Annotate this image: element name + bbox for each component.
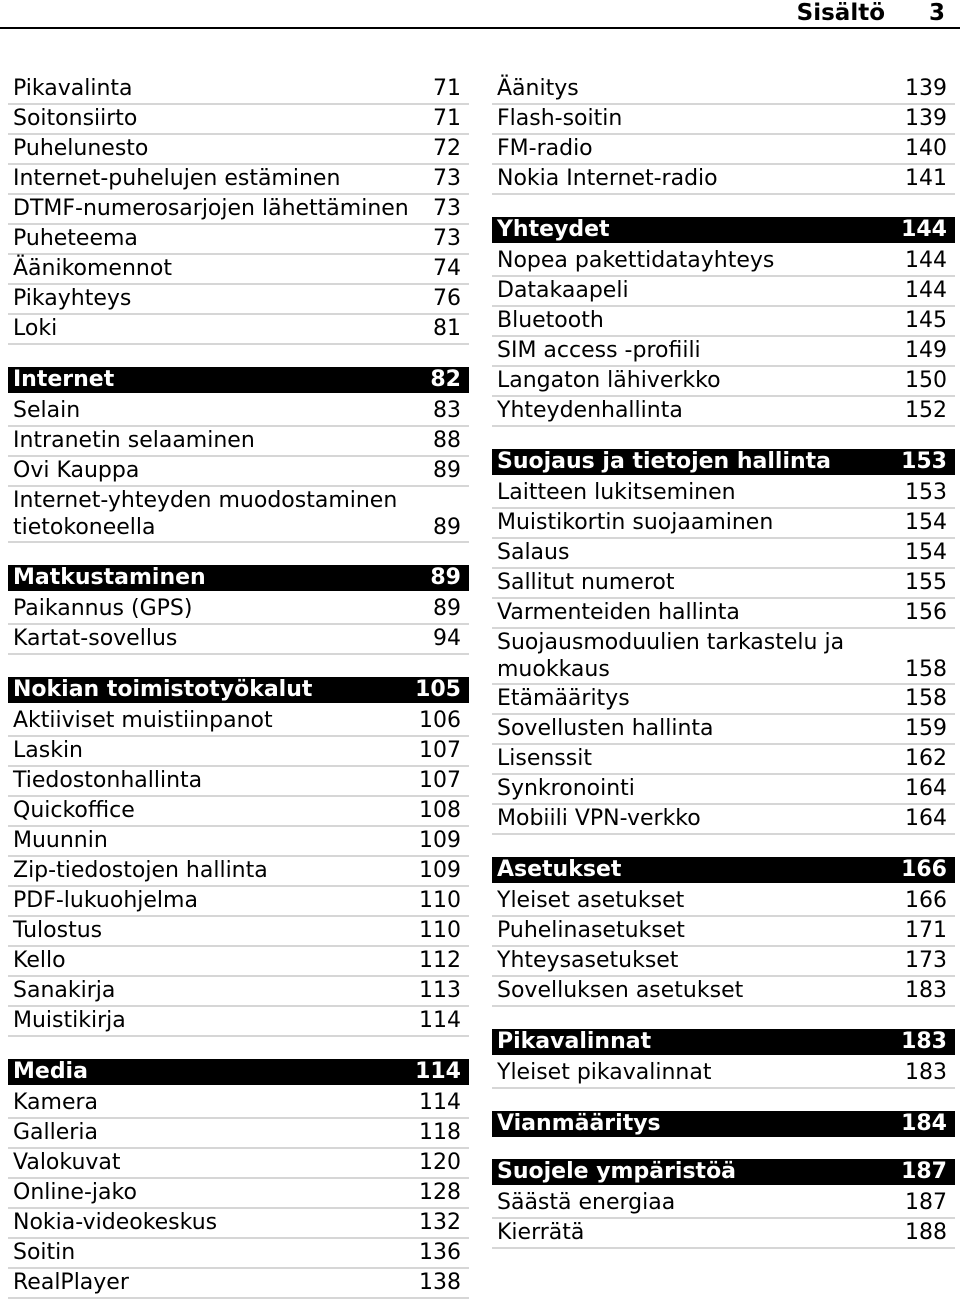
entry-title: Puhelunesto: [13, 136, 149, 161]
page-number: 114: [419, 1090, 461, 1115]
entry-title: Online-jako: [13, 1180, 137, 1205]
entry-title: Soitonsiirto: [13, 106, 138, 131]
entry-title: Internet-puhelujen estäminen: [13, 166, 341, 191]
entry-title: Puheteema: [13, 226, 138, 251]
toc-entry[interactable]: [492, 947, 955, 977]
entry-title: Äänitys: [497, 76, 579, 101]
entry-title: Soitin: [13, 1240, 76, 1265]
page-number: 94: [433, 626, 461, 651]
toc-entry[interactable]: [492, 775, 955, 805]
page-number: 132: [419, 1210, 461, 1235]
page-number: 76: [433, 286, 461, 311]
page-number: 144: [905, 248, 947, 273]
entry-title: Quickoffice: [13, 798, 135, 823]
toc-section-heading[interactable]: [492, 857, 955, 883]
toc-entry[interactable]: [492, 75, 955, 105]
page-number: 149: [905, 338, 947, 363]
toc-entry[interactable]: [8, 625, 469, 655]
section-title: Internet: [13, 367, 115, 392]
entry-title: Internet-yhteyden muodostaminen tietokoneella: [13, 488, 398, 540]
toc-section-heading[interactable]: [8, 565, 469, 591]
page-number: 107: [419, 768, 461, 793]
page-number: 128: [419, 1180, 461, 1205]
entry-title: Muistikirja: [13, 1008, 126, 1033]
entry-title: Datakaapeli: [497, 278, 629, 303]
page-number: 82: [430, 367, 461, 392]
page-number: 107: [419, 738, 461, 763]
toc-entry[interactable]: [492, 887, 955, 917]
entry-title: Varmenteiden hallinta: [497, 600, 740, 625]
page-number: 120: [419, 1150, 461, 1175]
page-number: 164: [905, 806, 947, 831]
toc-entry[interactable]: [492, 917, 955, 947]
entry-title: Kamera: [13, 1090, 99, 1115]
toc-entry[interactable]: [492, 599, 955, 629]
page-number: 153: [905, 480, 947, 505]
page-number: 187: [905, 1190, 947, 1215]
page-number: 144: [901, 217, 947, 242]
entry-title: Paikannus (GPS): [13, 596, 193, 621]
toc-section-heading[interactable]: [8, 367, 469, 393]
entry-title: Sanakirja: [13, 978, 116, 1003]
entry-title: Galleria: [13, 1120, 98, 1145]
toc-entry[interactable]: [8, 917, 469, 947]
entry-title: Yhteysasetukset: [497, 948, 679, 973]
page-number: 114: [419, 1008, 461, 1033]
page-number: 171: [905, 918, 947, 943]
toc-entry[interactable]: [8, 397, 469, 427]
toc-section-heading[interactable]: [8, 1059, 469, 1085]
toc-entry[interactable]: [8, 857, 469, 887]
entry-title: DTMF-numerosarjojen lähettäminen: [13, 196, 409, 221]
toc-entry[interactable]: [8, 1149, 469, 1179]
page-number: 73: [433, 166, 461, 191]
entry-title: Mobiili VPN-verkko: [497, 806, 701, 831]
toc-section-heading[interactable]: [492, 1159, 955, 1185]
toc-section-heading[interactable]: [8, 677, 469, 703]
entry-title: Bluetooth: [497, 308, 604, 333]
toc-entry[interactable]: [492, 105, 955, 135]
page-header: [0, 0, 960, 28]
toc-entry[interactable]: [492, 247, 955, 277]
entry-title: Synkronointi: [497, 776, 635, 801]
toc-entry[interactable]: [492, 715, 955, 745]
toc-entry[interactable]: [492, 165, 955, 195]
page-number: 110: [419, 888, 461, 913]
entry-title: Lisenssit: [497, 746, 592, 771]
toc-entry[interactable]: [492, 977, 955, 1007]
header-title: Sisältö: [796, 0, 885, 26]
entry-title: FM-radio: [497, 136, 593, 161]
entry-title: Laitteen lukitseminen: [497, 480, 736, 505]
toc-entry[interactable]: [8, 225, 469, 255]
entry-title: Kartat-sovellus: [13, 626, 178, 651]
page-number: 139: [905, 76, 947, 101]
section-title: Suojaus ja tietojen hallinta: [497, 449, 832, 474]
toc-section-heading[interactable]: [492, 1111, 955, 1137]
page-number: 71: [433, 106, 461, 131]
section-title: Pikavalinnat: [497, 1029, 652, 1054]
entry-title: Sovelluksen asetukset: [497, 978, 744, 1003]
page-number: 140: [905, 136, 947, 161]
toc-entry[interactable]: [492, 1219, 955, 1249]
entry-title: Yleiset pikavalinnat: [497, 1060, 712, 1085]
entry-title: Nokia Internet-radio: [497, 166, 718, 191]
page-number: 139: [905, 106, 947, 131]
page-number: 152: [905, 398, 947, 423]
entry-title: Salaus: [497, 540, 570, 565]
entry-title: Muistikortin suojaaminen: [497, 510, 774, 535]
toc-entry[interactable]: [8, 977, 469, 1007]
page-number: 154: [905, 540, 947, 565]
entry-title: Pikavalinta: [13, 76, 133, 101]
page-number: 89: [433, 596, 461, 621]
page-number: 83: [433, 398, 461, 423]
page-number: 153: [901, 449, 947, 474]
toc-entry[interactable]: [8, 737, 469, 767]
toc-entry[interactable]: [492, 805, 955, 835]
entry-title: Aktiiviset muistiinpanot: [13, 708, 273, 733]
header-page-number: 3: [928, 0, 945, 26]
page-number: 173: [905, 948, 947, 973]
entry-title: RealPlayer: [13, 1270, 129, 1295]
toc-entry[interactable]: [8, 135, 469, 165]
toc-left-column: [8, 75, 469, 1299]
entry-title: Langaton lähiverkko: [497, 368, 721, 393]
page-number: 136: [419, 1240, 461, 1265]
toc-entry[interactable]: [492, 629, 955, 685]
section-title: Yhteydet: [497, 217, 610, 242]
entry-title: Loki: [13, 316, 58, 341]
toc-entry[interactable]: [492, 397, 955, 427]
page-number: 162: [905, 746, 947, 771]
toc-entry[interactable]: [8, 887, 469, 917]
page-number: 183: [905, 1060, 947, 1085]
entry-title: Yleiset asetukset: [497, 888, 685, 913]
toc-entry[interactable]: [492, 685, 955, 715]
page-number: 166: [901, 857, 947, 882]
page-number: 158: [905, 657, 947, 682]
toc-right-column: [492, 75, 955, 1249]
toc-entry[interactable]: [8, 1007, 469, 1037]
toc-entry[interactable]: [8, 105, 469, 135]
page-number: 89: [433, 458, 461, 483]
page-number: 73: [433, 226, 461, 251]
toc-entry[interactable]: [492, 277, 955, 307]
page-number: 109: [419, 828, 461, 853]
toc-entry[interactable]: [8, 1239, 469, 1269]
toc-entry[interactable]: [8, 1209, 469, 1239]
entry-title: Kierrätä: [497, 1220, 585, 1245]
entry-title: Säästä energiaa: [497, 1190, 676, 1215]
page-number: 141: [905, 166, 947, 191]
page-number: 164: [905, 776, 947, 801]
toc-entry[interactable]: [8, 1179, 469, 1209]
toc-entry[interactable]: [8, 595, 469, 625]
entry-title: PDF-lukuohjelma: [13, 888, 198, 913]
toc-entry[interactable]: [8, 827, 469, 857]
page-number: 158: [905, 686, 947, 711]
toc-entry[interactable]: [8, 427, 469, 457]
header-rule: [0, 27, 960, 29]
entry-title: Laskin: [13, 738, 83, 763]
toc-entry[interactable]: [492, 307, 955, 337]
entry-title: Flash-soitin: [497, 106, 623, 131]
page-number: 110: [419, 918, 461, 943]
entry-title: Kello: [13, 948, 66, 973]
entry-title: Pikayhteys: [13, 286, 132, 311]
toc-entry[interactable]: [492, 479, 955, 509]
section-title: Nokian toimistotyökalut: [13, 677, 313, 702]
toc-entry[interactable]: [8, 707, 469, 737]
page-number: 113: [419, 978, 461, 1003]
entry-title: Nokia-videokeskus: [13, 1210, 218, 1235]
page-number: 184: [901, 1111, 947, 1136]
entry-title: Puhelinasetukset: [497, 918, 685, 943]
entry-title: Muunnin: [13, 828, 108, 853]
entry-title: Valokuvat: [13, 1150, 121, 1175]
page-number: 109: [419, 858, 461, 883]
page-number: 89: [433, 515, 461, 540]
section-title: Media: [13, 1059, 88, 1084]
toc-section-heading[interactable]: [492, 217, 955, 243]
entry-title: Nopea pakettidatayhteys: [497, 248, 775, 273]
toc-section-heading[interactable]: [492, 1029, 955, 1055]
page-number: 114: [415, 1059, 461, 1084]
page-number: 159: [905, 716, 947, 741]
entry-title: Tiedostonhallinta: [13, 768, 203, 793]
page-number: 72: [433, 136, 461, 161]
toc-entry[interactable]: [8, 315, 469, 345]
toc-entry[interactable]: [492, 745, 955, 775]
page-number: 154: [905, 510, 947, 535]
page-number: 150: [905, 368, 947, 393]
toc-entry[interactable]: [8, 1269, 469, 1299]
toc-entry[interactable]: [8, 165, 469, 195]
toc-entry[interactable]: [492, 367, 955, 397]
toc-entry[interactable]: [8, 947, 469, 977]
page-number: 71: [433, 76, 461, 101]
toc-section-heading[interactable]: [492, 449, 955, 475]
page-number: 144: [905, 278, 947, 303]
section-title: Suojele ympäristöä: [497, 1159, 737, 1184]
toc-entry[interactable]: [492, 135, 955, 165]
toc-entry[interactable]: [8, 1119, 469, 1149]
page-number: 183: [905, 978, 947, 1003]
toc-entry[interactable]: [492, 337, 955, 367]
entry-title: Intranetin selaaminen: [13, 428, 255, 453]
entry-title: Suojausmoduulien tarkastelu ja muokkaus: [497, 630, 845, 682]
toc-entry[interactable]: [8, 1089, 469, 1119]
toc-entry[interactable]: [8, 487, 469, 543]
toc-entry[interactable]: [8, 195, 469, 225]
entry-title: Yhteydenhallinta: [497, 398, 683, 423]
page-number: 106: [419, 708, 461, 733]
page-number: 155: [905, 570, 947, 595]
toc-entry[interactable]: [8, 255, 469, 285]
section-title: Vianmääritys: [497, 1111, 661, 1136]
page-number: 105: [415, 677, 461, 702]
toc-entry[interactable]: [8, 797, 469, 827]
entry-title: SIM access -profiili: [497, 338, 701, 363]
toc-entry[interactable]: [492, 539, 955, 569]
page-number: 108: [419, 798, 461, 823]
page-number: 166: [905, 888, 947, 913]
entry-title: Ovi Kauppa: [13, 458, 140, 483]
page-number: 89: [430, 565, 461, 590]
toc-entry[interactable]: [8, 457, 469, 487]
page-number: 118: [419, 1120, 461, 1145]
page-number: 188: [905, 1220, 947, 1245]
entry-title: Selain: [13, 398, 81, 423]
page-number: 112: [419, 948, 461, 973]
entry-title: Sallitut numerot: [497, 570, 675, 595]
page-number: 156: [905, 600, 947, 625]
toc-entry[interactable]: [492, 509, 955, 539]
page-number: 145: [905, 308, 947, 333]
toc-entry[interactable]: [492, 1059, 955, 1089]
toc-entry[interactable]: [8, 285, 469, 315]
section-title: Matkustaminen: [13, 565, 206, 590]
entry-title: Etämääritys: [497, 686, 630, 711]
page-number: 187: [901, 1159, 947, 1184]
toc-entry[interactable]: [8, 75, 469, 105]
toc-entry[interactable]: [492, 569, 955, 599]
page-number: 138: [419, 1270, 461, 1295]
page-number: 73: [433, 196, 461, 221]
section-title: Asetukset: [497, 857, 622, 882]
toc-entry[interactable]: [492, 1189, 955, 1219]
entry-title: Zip-tiedostojen hallinta: [13, 858, 268, 883]
entry-title: Sovellusten hallinta: [497, 716, 714, 741]
entry-title: Äänikomennot: [13, 256, 172, 281]
entry-title: Tulostus: [13, 918, 103, 943]
page-number: 183: [901, 1029, 947, 1054]
page-number: 74: [433, 256, 461, 281]
toc-entry[interactable]: [8, 767, 469, 797]
page-number: 81: [433, 316, 461, 341]
page-number: 88: [433, 428, 461, 453]
